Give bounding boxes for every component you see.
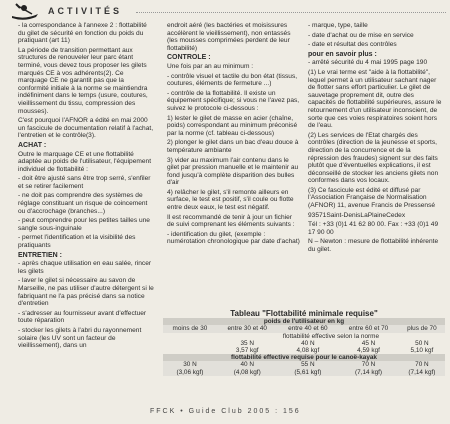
paragraph: - s'adresser au fournisseur avant d'effectuer toute réparation [18,309,147,325]
table-col-header: entre 40 et 60 [288,325,328,333]
buoyancy-table [163,310,445,400]
paragraph: C'est pourquoi l'AFNOR a édité en mai 2000 un fascicule de documentation relatif à l'achat, l'entretien et le contrôle(3). [18,117,154,140]
paragraph: Une fois par an au minimum : [167,62,254,70]
paragraph: - la correspondance à l'annexe 2 : flottabilité du gilet de sécurité en fonction du poids du pratiquant (art 11) [18,22,147,45]
table-col-header: plus de 70 [407,325,437,333]
table-col-header: entre 30 et 40 [227,325,267,333]
paragraph: - permet l'identification et la visibilité des pratiquants [18,234,136,250]
paragraph: - date et résultat des contrôles [308,41,397,49]
paragraph: 4) relâcher le gilet, s'il remonte ailleurs en surface, le test est positif, s'il coule ou flotte entre deux eaux, le test est négatif. [167,188,294,212]
heading-controle: CONTROLE : [167,54,211,62]
table-grid [163,318,445,376]
paragraph: (1) Le vrai terme est "aide à la flottabilité", lequel permet à un utilisateur sachant nager de flotter sans effort particulier. Le gilet de sauvetage proprement dit, outre des capacités de flottabilité supérieures, assure le retournement d'un utilisateur inconscient, de sorte que ces voies respiratoires soient hors de l'eau. [308,68,442,130]
paragraph: - contrôle de la flottabilité. Il existe un équipement spécifique; si vous ne l'avez pas, suivez le protocole ci-dessous : [167,89,300,112]
paragraph: - contrôle visuel et tactile du bon état (tissus, coutures, éléments de fermeture ...) [167,72,298,88]
page-header [6,2,446,22]
table-col-header: moins de 30 [172,325,208,333]
column-3 [308,22,443,256]
paragraph: 3) vider au maximum l'air contenu dans le gilet par pression manuelle et le maintenir au fond jusqu'à complète disparition des bulles d'air [167,156,299,187]
heading-entretien: ENTRETIEN : [18,251,62,259]
table-band-canoe: flottabilité effective requise pour le canoë-kayak [163,354,445,361]
paragraph: Outre le marquage CE et une flottabilité adaptée au poids de l'utilisateur, l'équipement individuel de flottabilité : [18,150,152,173]
paragraph: 2) plonger le gilet dans un bac d'eau douce à température ambiante [167,139,299,154]
column-1 [18,22,155,352]
header-rule [136,12,446,13]
table-col-header: entre 60 et 70 [348,325,389,333]
heading-savoir-plus: pour en savoir plus : [308,50,377,58]
table-cell [163,340,217,354]
paragraph: 93571Saint-DenisLaPlaineCedex [308,211,406,219]
table-cell: 70 N (7,14 kgf) [355,361,383,376]
paragraph: - stocker les gilets à l'abri du rayonnement solaire (les UV sont un facteur de vieillissement), dans un [18,326,142,350]
table-band-weights: poids de l'utilisateur en kg [163,318,445,325]
table-cell: 55 N (5,61 kgf) [294,361,322,376]
table-cell: 40 N 4,08 kgf [296,339,320,355]
paragraph: - après chaque utilisation en eau salée, rincer les gilets [18,260,152,275]
column-2 [167,22,300,248]
paragraph: - marque, type, taille [308,22,368,29]
table-band-norme: flottabilité effective selon la norme [282,332,380,340]
paragraph: - date d'achat ou de mise en service [308,31,414,39]
table-cell: 30 N (3,06 kgf) [176,361,204,376]
table-cell: 40 N (4,08 kgf) [233,361,261,376]
footer-text: FFCK • Guide Club 2005 [150,408,272,415]
paragraph: Il est recommandé de tenir à jour un fichier de suivi comprenant les éléments suivants : [167,213,295,229]
paragraph: endroit aéré (les bactéries et moisissures accélèrent le vieillissement), non entassés (les mousses comprimées perdent de leur flottabilité) [167,22,291,52]
paragraph: - peut comprendre pour les petites tailles une sangle sous-inguinale [18,217,150,232]
table-cell: 35 N 3,57 kgf [235,339,259,355]
table-title: Tableau "Flottabilité minimale requise" [230,309,378,318]
paragraph: - ne doit pas comprendre des systèmes de réglage constituant un risque de coincement ou d'accrochage (branches...) [18,192,148,215]
heading-achat: ACHAT : [18,141,47,149]
paragraph: (3) Ce fascicule est édité et diffusé par l'Association Française de Normalisation (AFNOR) 11, avenue Francis de Pressensé [308,186,436,210]
page-footer: FFCK • Guide Club 2005 : 156 [150,408,301,415]
paragraph: N – Newton : mesure de flottabilité inhérente du gilet. [308,238,439,254]
paragraph: - laver le gilet si nécessaire au savon de Marseille, ne pas utiliser d'autre détergent si le fabriquant ne l'a pas précisé dans sa notice d'entretien [18,277,154,308]
paragraph: 1) lester le gilet de masse en acier (chaîne, poids) correspondant au minimum préconisé par la norme (cf. tableau ci-dessous) [167,114,298,137]
paragraph: - identification du gilet, (exemple : numérotation chronologique par date d'achat) [167,230,300,246]
paragraph: - doit être ajusté sans être trop serré, s'enfiler et se retirer facilement [18,175,151,190]
paragraph: (2) Les services de l'Etat chargés des contrôles (direction de la jeunesse et sports, direction de la concurrence et de la répression des fraudes) signent sur des faits plutôt que d'éventuelles explications, il est déconseillé de stocker les anciens gilets non conformes dans vos locaux. [308,131,439,185]
table-cell: 45 N 4,59 kgf [357,339,380,355]
page-number: 156 [283,408,301,415]
table-cell: 50 N 5,10 kgf [410,339,434,355]
paragraph: Tél : +33 (0)1 41 62 80 00. Fax : +33 (0)1 49 17 90 00 [308,221,439,236]
paragraph: - arrêté sécurité du 4 mai 1995 page 190 [308,59,428,67]
table-cell: 70 N (7,14 kgf) [408,361,436,376]
kayak-logo-icon [10,2,40,22]
section-title: ACTIVITÉS [48,6,123,16]
paragraph: La période de transition permettant aux structures de renouveler leur parc étant terminé, vous devez tous proposer les gilets marqués CE à vos adhérents(2). Ce marquage CE ne garantit pas que la conformité initiale à la norme se maintiendra indéfiniment dans le temps (usure, coutures, vieillissement du tissu, compression des mousses). [18,46,148,115]
